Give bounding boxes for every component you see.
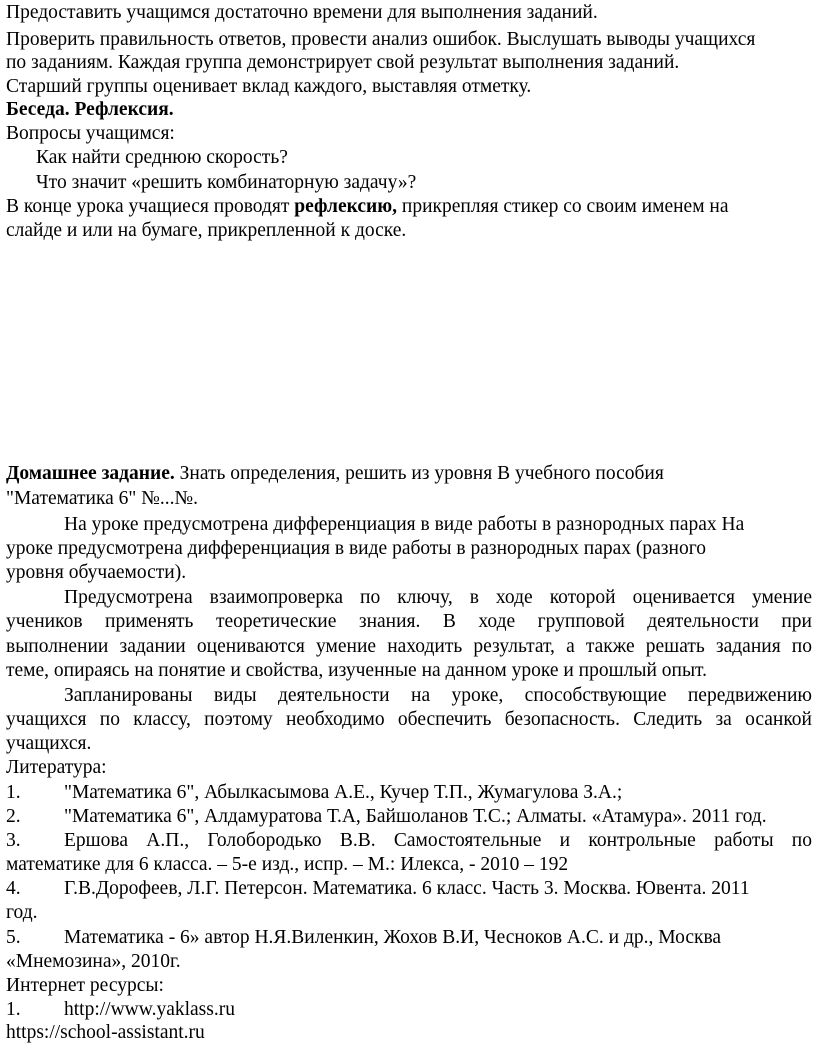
paragraph-line: учащихся по классу, поэтому необходимо обеспечить безопасность. Следить за осанкой [6, 709, 812, 730]
paragraph-line: На уроке предусмотрена дифференциация в виде работы в разнородных парах На [64, 514, 745, 535]
homework-line: "Математика 6" №...№. [6, 488, 198, 509]
paragraph-line: Запланированы виды деятельности на уроке, способствующие передвижению [64, 685, 812, 706]
homework-line [6, 463, 664, 485]
reflection-line [6, 196, 729, 218]
paragraph-line: уровня обучаемости). [6, 562, 187, 583]
resource-link[interactable]: https://school-assistant.ru [6, 1022, 205, 1043]
paragraph-line: выполнении задании оцениваются умение находить результат, а также решать задания по [6, 636, 812, 657]
literature-item-cont: математике для 6 класса. – 5-е изд., испр. – М.: Илекса, - 2010 – 192 [6, 854, 569, 875]
text-line: Предоставить учащимся достаточно времени для выполнения заданий. [6, 2, 598, 23]
literature-item: 1. "Математика 6", Абылкасымова А.Е., Кучер Т.П., Жумагулова З.А.; [6, 782, 623, 803]
literature-item: 2. "Математика 6", Алдамуратова Т.А, Байшоланов Т.С.; Алматы. «Атамура». 2011 год. [6, 806, 767, 827]
question-item: Что значит «решить комбинаторную задачу»? [36, 172, 417, 193]
section-title: Беседа. Рефлексия. [6, 99, 174, 120]
literature-item: 5. Математика - 6» автор Н.Я.Виленкин, Жохов В.И, Чесноков А.С. и др., Москва [6, 927, 722, 948]
reflection-line: слайде и или на бумаге, прикрепленной к доске. [6, 220, 407, 241]
reflection-text: прикрепляя стикер со своим именем на [397, 196, 729, 217]
text-line: по заданиям. Каждая группа демонстрирует свой результат выполнения заданий. [6, 52, 680, 73]
homework-text: Знать определения, решить из уровня В учебного пособия [174, 463, 664, 484]
literature-item-cont: год. [6, 902, 38, 923]
paragraph-line: теме, опираясь на понятие и свойства, изученные на данном уроке и прошлый опыт. [6, 660, 707, 681]
questions-intro: Вопросы учащимся: [6, 123, 175, 144]
internet-item: 1. http://www.yaklass.ru [6, 999, 235, 1020]
literature-title: Литература: [6, 757, 107, 778]
reflection-bold: рефлексию, [294, 196, 398, 217]
internet-title: Интернет ресурсы: [6, 975, 164, 996]
paragraph-line: уроке предусмотрена дифференциация в виде работы в разнородных парах (разного [6, 538, 706, 559]
literature-item: 4. Г.В.Дорофеев, Л.Г. Петерсон. Математика. 6 класс. Часть 3. Москва. Ювента. 2011 [6, 878, 750, 899]
literature-item: 3. Ершова А.П., Голобородько В.В. Самостоятельные и контрольные работы по [6, 830, 812, 851]
literature-item-cont: «Мнемозина», 2010г. [6, 951, 181, 972]
paragraph-line: учащихся. [6, 733, 92, 754]
resource-link[interactable]: http://www.yaklass.ru [64, 999, 235, 1020]
question-item: Как найти среднюю скорость? [36, 147, 288, 168]
homework-label: Домашнее задание. [6, 463, 175, 484]
text-line: Старший группы оценивает вклад каждого, выставляя отметку. [6, 76, 532, 97]
rainbow-image [6, 244, 452, 460]
text-line: Проверить правильность ответов, провести анализ ошибок. Выслушать выводы учащихся [6, 29, 756, 50]
paragraph-line: учеников применять теоретические знания. В ходе групповой деятельности при [6, 611, 812, 632]
paragraph-line: Предусмотрена взаимопроверка по ключу, в ходе которой оценивается умение [64, 587, 812, 608]
reflection-text: В конце урока учащиеся проводят [6, 196, 295, 217]
